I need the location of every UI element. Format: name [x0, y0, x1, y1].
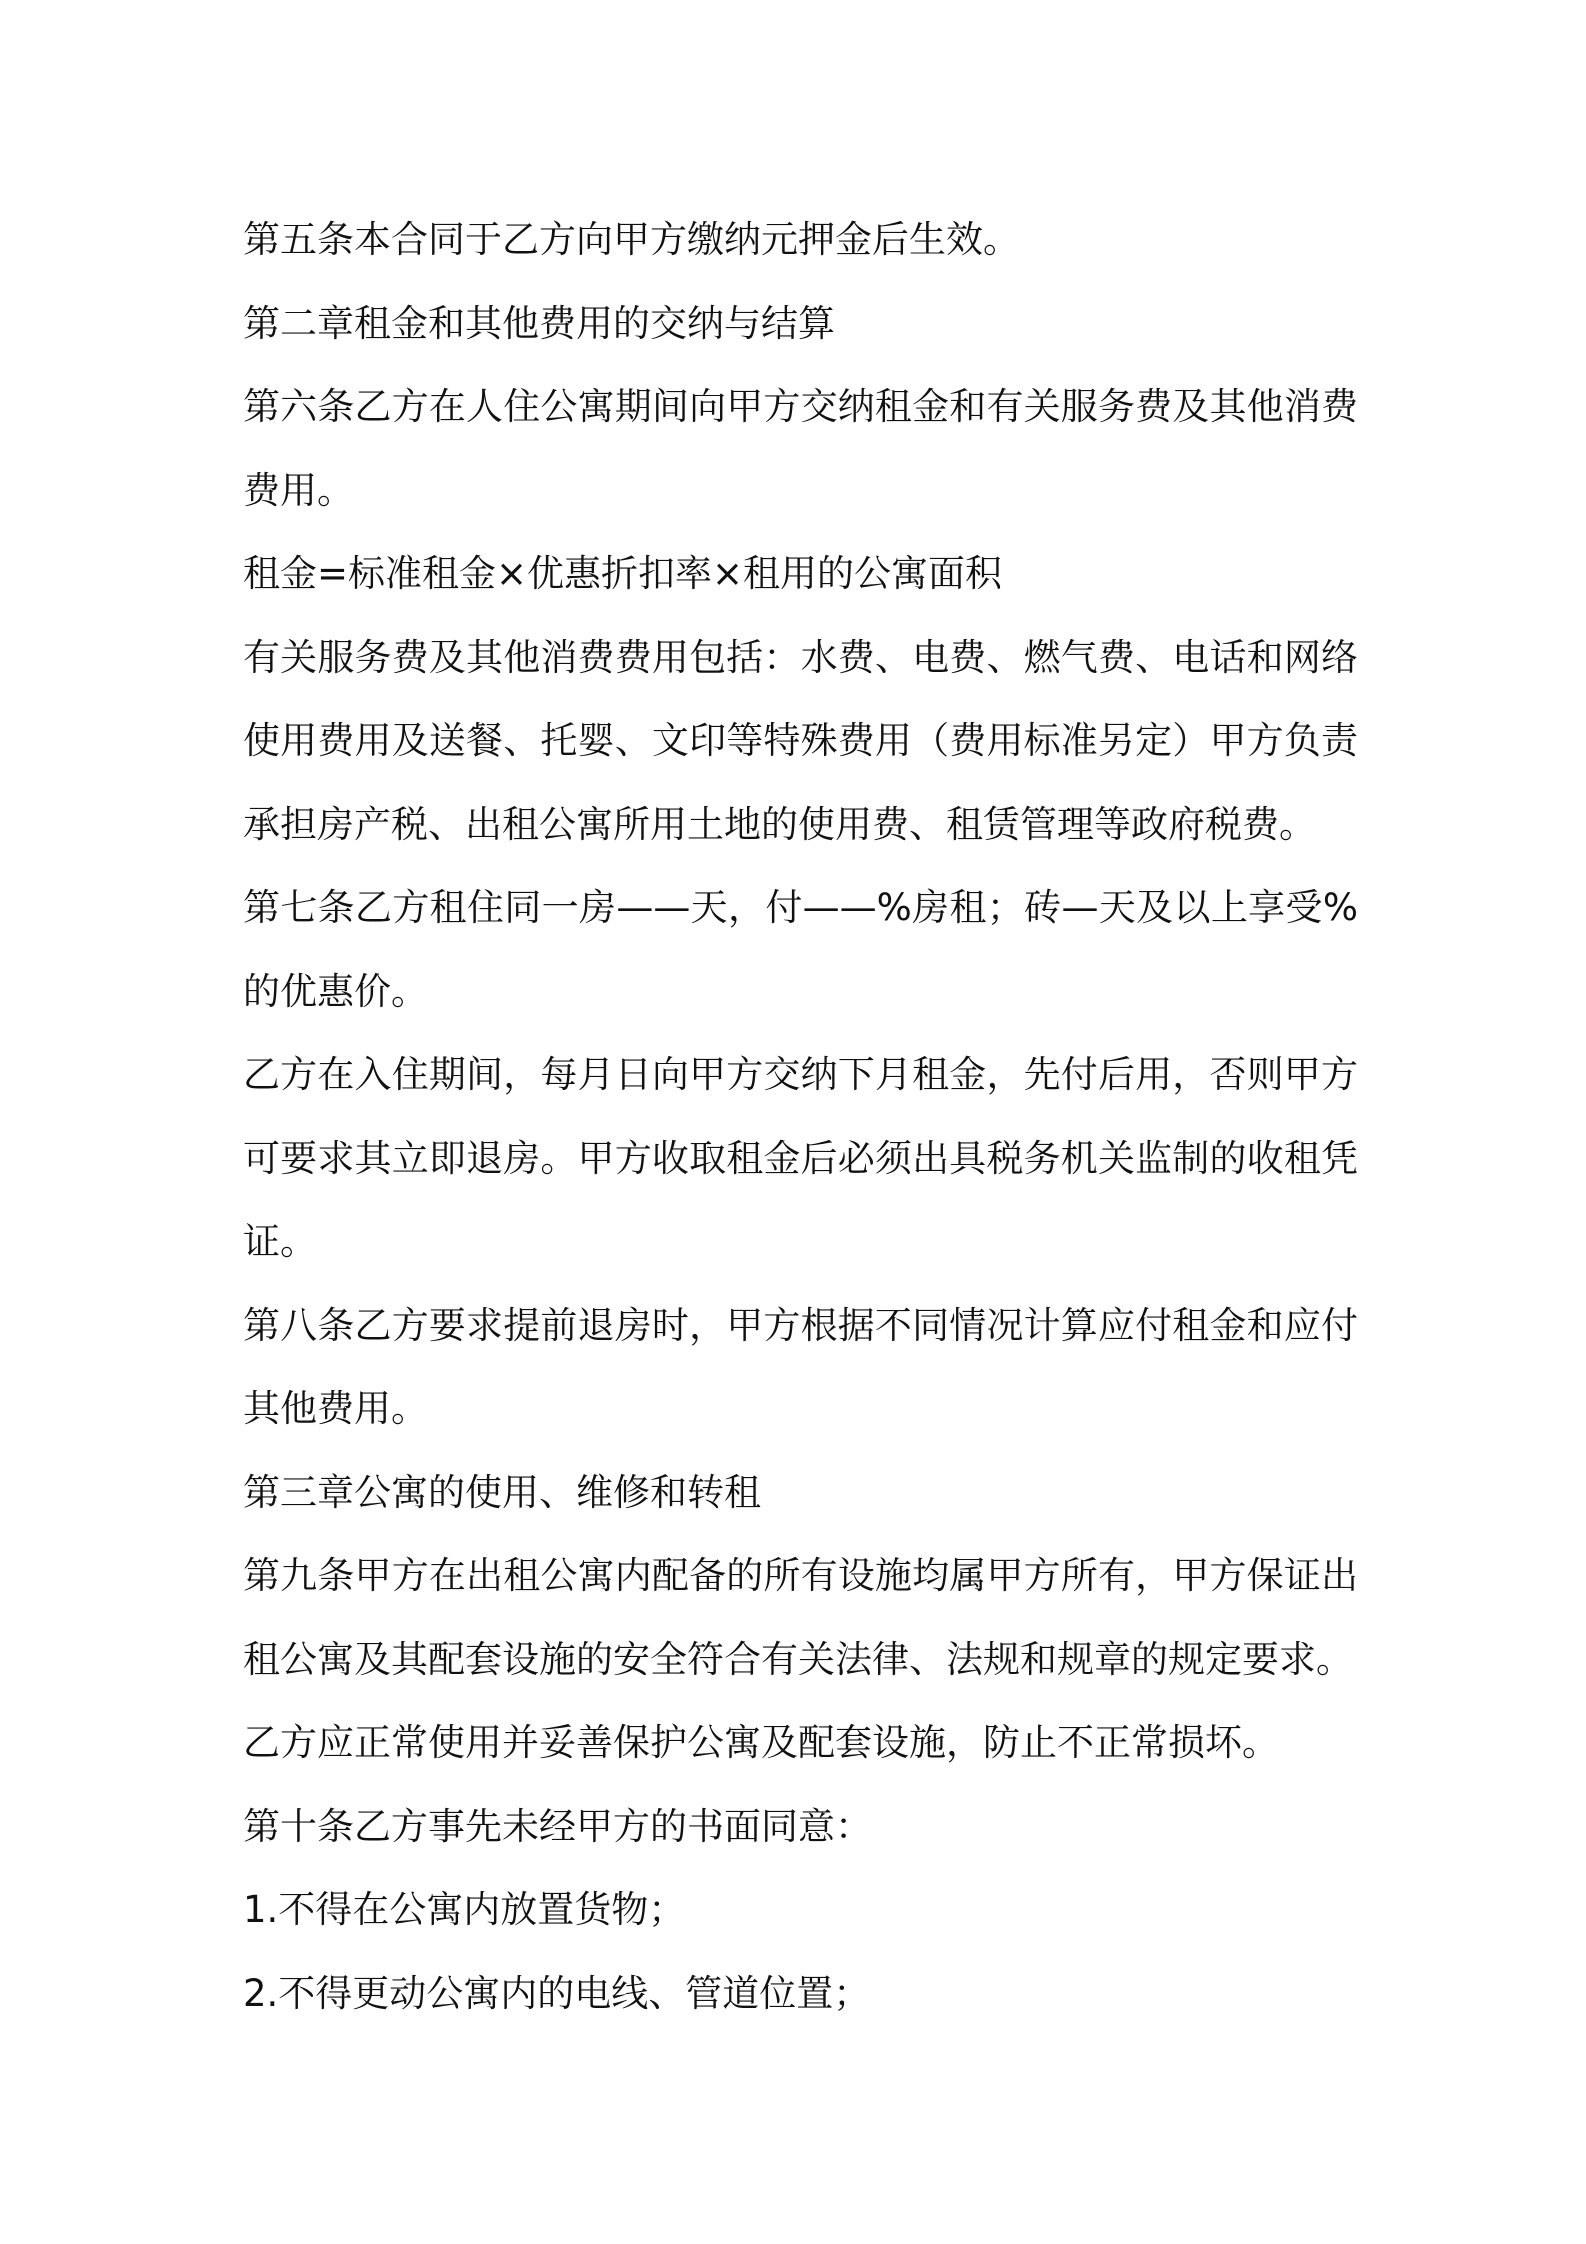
list-item-2: 2.不得更动公寓内的电线、管道位置；: [243, 1971, 871, 2015]
paragraph-article-6: 第六条乙方在人住公寓期间向甲方交纳租金和有关服务费及其他消费费用。: [243, 385, 1358, 512]
paragraph-article-7: 第七条乙方租住同一房——天，付——%房租；砖—天及以上享受%的优惠价。: [243, 886, 1358, 1013]
list-item-1: 1.不得在公寓内放置货物；: [243, 1888, 686, 1931]
paragraph-monthly-payment: 乙方在入住期间，每月日向甲方交纳下月租金，先付后用，否则甲方可要求其立即退房。甲方收取租金后必须出具税务机关监制的收租凭证。: [243, 1053, 1358, 1263]
paragraph-proper-use: 乙方应正常使用并妥善保护公寓及配套设施，防止不正常损坏。: [243, 1721, 1279, 1764]
paragraph-article-10: 第十条乙方事先未经甲方的书面同意：: [243, 1804, 872, 1848]
rent-formula: 租金=标准租金×优惠折扣率×租用的公寓面积: [243, 552, 1003, 595]
document-body: [243, 198, 1358, 2035]
paragraph-article-9: 第九条甲方在出租公寓内配备的所有设施均属甲方所有，甲方保证出租公寓及其配套设施的安全符合有关法律、法规和规章的规定要求。: [243, 1554, 1358, 1681]
paragraph-article-5: 第五条本合同于乙方向甲方缴纳元押金后生效。: [243, 218, 1020, 261]
paragraph-service-fees: 有关服务费及其他消费费用包括：水费、电费、燃气费、电话和网络使用费用及送餐、托婴、文印等特殊费用（费用标准另定）甲方负责承担房产税、出租公寓所用土地的使用费、租赁管理等政府税费。: [243, 635, 1358, 846]
chapter-heading-3: 第三章公寓的使用、维修和转租: [243, 1470, 761, 1514]
chapter-heading-2: 第二章租金和其他费用的交纳与结算: [243, 301, 835, 345]
paragraph-article-8: 第八条乙方要求提前退房时，甲方根据不同情况计算应付租金和应付其他费用。: [243, 1303, 1358, 1430]
